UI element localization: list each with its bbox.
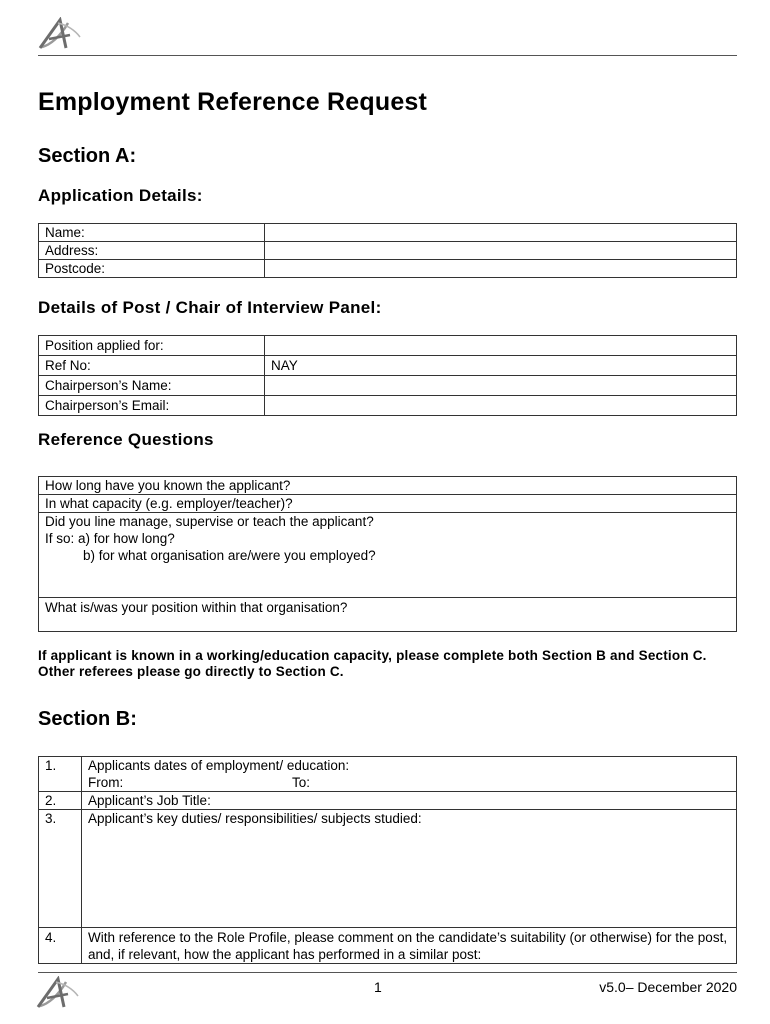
table-row — [39, 757, 737, 792]
name-field[interactable] — [265, 224, 737, 242]
page-number: 1 — [374, 979, 382, 995]
table-row — [39, 928, 737, 964]
application-details-table — [38, 223, 737, 278]
position-field[interactable] — [265, 336, 737, 356]
item-number: 2. — [39, 792, 82, 810]
header-rule — [38, 55, 737, 56]
question-how-long: If so: a) for how long? — [45, 531, 175, 546]
table-row — [39, 260, 737, 278]
chair-name-field[interactable] — [265, 376, 737, 396]
table-row — [39, 810, 737, 928]
item-number: 4. — [39, 928, 82, 964]
application-details-heading: Application Details: — [38, 186, 203, 205]
footer-rule — [38, 972, 737, 973]
section-b-table — [38, 756, 737, 964]
from-label: From: — [88, 775, 124, 790]
table-row — [39, 495, 737, 513]
section-b-heading: Section B: — [38, 708, 137, 730]
to-label: To: — [292, 775, 311, 790]
chair-email-field[interactable] — [265, 396, 737, 416]
employment-dates-label: Applicants dates of employment/ education: — [88, 758, 350, 773]
address-label: Address: — [39, 242, 265, 260]
table-row — [39, 224, 737, 242]
section-instruction-note: If applicant is known in a working/education capacity, please complete both Section B and Section C. Other referees please go directly to Section C. — [38, 648, 707, 679]
role-profile-comment-cell[interactable]: With reference to the Role Profile, please comment on the candidate’s suitability (or otherwise) for the post, and, if relevant, how the applicant has performed in a similar post: — [82, 928, 737, 964]
key-duties-cell[interactable]: Applicant’s key duties/ responsibilities/ subjects studied: — [82, 810, 737, 928]
postcode-label: Postcode: — [39, 260, 265, 278]
table-row — [39, 336, 737, 356]
question-organisation: b) for what organisation are/were you employed? — [83, 548, 376, 563]
question-line-manage[interactable] — [39, 513, 737, 598]
question-position[interactable]: What is/was your position within that organisation? — [39, 598, 737, 632]
table-row — [39, 242, 737, 260]
table-row — [39, 513, 737, 598]
position-label: Position applied for: — [39, 336, 265, 356]
name-label: Name: — [39, 224, 265, 242]
table-row — [39, 376, 737, 396]
table-row — [39, 792, 737, 810]
chair-name-label: Chairperson’s Name: — [39, 376, 265, 396]
reference-questions-heading: Reference Questions — [38, 430, 214, 449]
post-details-heading: Details of Post / Chair of Interview Panel: — [38, 298, 382, 317]
job-title-cell[interactable]: Applicant’s Job Title: — [82, 792, 737, 810]
page-title: Employment Reference Request — [38, 88, 428, 116]
section-a-heading: Section A: — [38, 145, 137, 167]
table-row — [39, 356, 737, 376]
academy-logo-footer — [36, 976, 80, 1010]
post-details-table — [38, 335, 737, 416]
question-line-manage-text: Did you line manage, supervise or teach the applicant? — [45, 514, 374, 529]
item-number: 1. — [39, 757, 82, 792]
version-label: v5.0– December 2020 — [599, 979, 737, 995]
item-number: 3. — [39, 810, 82, 928]
dates-row — [88, 774, 730, 791]
employment-dates-cell[interactable] — [82, 757, 737, 792]
chair-email-label: Chairperson’s Email: — [39, 396, 265, 416]
address-field[interactable] — [265, 242, 737, 260]
ref-no-field[interactable]: NAY — [265, 356, 737, 376]
academy-logo — [38, 17, 82, 51]
ref-no-label: Ref No: — [39, 356, 265, 376]
table-row — [39, 396, 737, 416]
postcode-field[interactable] — [265, 260, 737, 278]
table-row — [39, 598, 737, 632]
question-capacity[interactable]: In what capacity (e.g. employer/teacher)? — [39, 495, 737, 513]
question-known-duration[interactable]: How long have you known the applicant? — [39, 477, 737, 495]
reference-questions-table — [38, 476, 737, 632]
table-row — [39, 477, 737, 495]
